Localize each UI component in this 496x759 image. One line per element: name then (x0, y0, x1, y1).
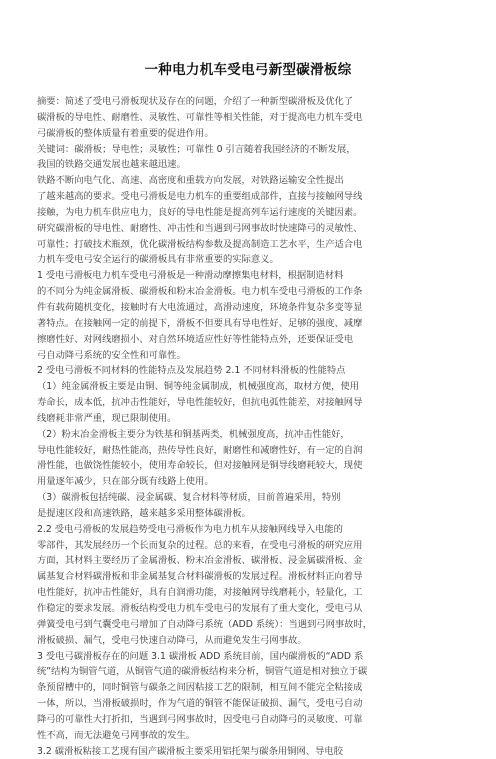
body-line: 零部件，其发展经历一个长而复杂的过程。总的来看，在受电弓滑板的研究应用 (37, 539, 363, 551)
body-line: 3.2 碳滑板粘接工艺现有国产碳滑板主要采用铝托架与碳条用铜网、导电胶 (37, 745, 343, 757)
body-line: 著特点。在接触网一定的前提下，滑板不但要具有导电性好、足够的强度、减摩 (37, 317, 363, 329)
body-line: 接触，为电力机车供应电力，良好的导电性能是提高列车运行速度的关键因素。 (37, 206, 363, 218)
body-line: 滑性能，也做饶性能较小，使用寿命较长，但对接触网是铜导线磨耗较大，现使 (37, 460, 363, 472)
body-line: 弹簧受电弓到气囊受电弓增加了自动降弓系统（ADD 系统）：当遇到弓网事故时， (37, 618, 373, 630)
body-line: 研究碳滑板的导电性、耐磨性、冲击性和当遇到弓网事故时快速降弓的灵敏性、 (37, 222, 363, 234)
body-line: 铁路不断向电气化、高速、高密度和重载方向发展，对铁路运输安全性提出 (37, 175, 344, 187)
body-line: 力机车受电弓安全运行的碳滑板具有非常重要的实际意义。 (37, 254, 279, 266)
body-line: 2.2 受电弓滑板的发展趋势受电弓滑板作为电力机车从接触网线导入电能的 (37, 523, 343, 535)
body-line: 属基复合材料碳滑板和非金属基复合材料碳滑板的发展过程。滑板材料正向着导 (37, 571, 363, 583)
body-line: 条预留槽中的，同时铜管与碳条之间因粘接工艺的限制，相互间不能完全粘接成 (37, 682, 363, 694)
body-line: 作稳定的要求发展。滑板结构受电力机车受电弓的发展有了重大变化，受电弓从 (37, 603, 363, 614)
body-line: （3）碳滑板包括纯碳、浸金属碳、复合材料等材质，目前普遍采用，特别 (37, 492, 341, 504)
body-line: 降弓的可靠性大打折扣，当遇到弓网事故时，因受电弓自动降弓的灵敏度、可靠 (37, 713, 363, 725)
body-line: 导电性能较好，耐热性能高，热传导性良好，耐磨性和减磨性好，有一定的自润 (37, 444, 363, 456)
document-body (37, 94, 467, 759)
body-line: 关键词：碳滑板；导电性；灵敏性；可靠性 0 引言随着我国经济的不断发展， (37, 143, 356, 155)
body-line: 性不高，而无法避免弓网事故的发生。 (37, 729, 196, 741)
body-line: 线磨耗非常严重，现已限制使用。 (37, 412, 177, 424)
body-line: 滑板破损、漏气，受电弓快速自动降弓，从而避免发生弓网事故。 (37, 634, 307, 646)
body-line: 方面，其材料主要经历了金属滑板、粉末冶金滑板、碳滑板、浸金属碳滑板、金 (37, 555, 363, 567)
body-line: 统”结构为铜管气道，从铜管气道的碳滑板结构来分析，铜管气道是相对独立于碳 (37, 666, 368, 678)
body-line: 可靠性；打破技术瓶颈，优化碳滑板结构参数及提高制造工艺水平，生产适合电 (37, 238, 363, 250)
body-line: 2 受电弓滑板不同材料的性能特点及发展趋势 2.1 不同材料滑板的性能特点 (37, 365, 346, 377)
body-line: 擦磨性好、对网线磨损小、对自然环境适应性好等性能特点外，还要保证受电 (37, 333, 354, 345)
body-line: 件有载荷随机变化，接触时有大电流通过，高滑动速度，环境条件复杂多变等显 (37, 301, 363, 313)
body-line: 3 受电弓碳滑板存在的问题 3.1 碳滑板 ADD 系统目前，国内碳滑板的“ADD 系 (37, 650, 364, 662)
body-line: 用量逐年减少，只在部分既有线路上使用。 (37, 476, 214, 488)
body-line: 一体，所以，当滑板破损时，作为气道的铜管不能保证破损、漏气，受电弓自动 (37, 698, 363, 710)
body-line: 的不同分为纯金属滑板、碳滑板和粉末冶金滑板。电力机车受电弓滑板的工作条 (37, 286, 363, 298)
body-line: 弓碳滑板的整体质量有着重要的促进作用。 (37, 127, 214, 139)
body-line: 电性能好，抗冲击性能好，具有自润滑功能，对接触网导线磨耗小，轻量化，工 (37, 587, 363, 599)
body-line: （1）纯金属滑板主要是由铜、铜等纯金属制成，机械强度高，取材方便，使用 (37, 381, 360, 393)
body-line: （2）粉末冶金滑板主要分为铁基和铜基两类，机械强度高，抗冲击性能好， (37, 428, 350, 440)
body-line: 我国的铁路交通发展也越来越迅速。 (37, 159, 186, 171)
body-line: 摘要：简述了受电弓滑板现状及存在的问题，介绍了一种新型碳滑板及优化了 (37, 96, 354, 107)
document-title: 一种电力机车受电弓新型碳滑板综 (144, 62, 352, 78)
body-line: 碳滑板的导电性、耐磨性、灵敏性、可靠性等相关性能，对于提高电力机车受电 (37, 111, 363, 123)
body-line: 1 受电弓滑板电力机车受电弓滑板是一种滑动摩擦集电材料，根据制造材料 (37, 270, 344, 282)
body-line: 是提速区段和高速铁路，越来越多采用整体碳滑板。 (37, 507, 251, 519)
body-line: 弓自动降弓系统的安全性和可靠性。 (37, 349, 186, 361)
body-line: 了越来越高的要求。受电弓滑板是电力机车的重要组成部件，直接与接触网导线 (37, 191, 363, 203)
body-line: 寿命长，成本低，抗冲击性能好，导电性能较好，但抗电弧性能差，对接触网导 (37, 397, 363, 409)
